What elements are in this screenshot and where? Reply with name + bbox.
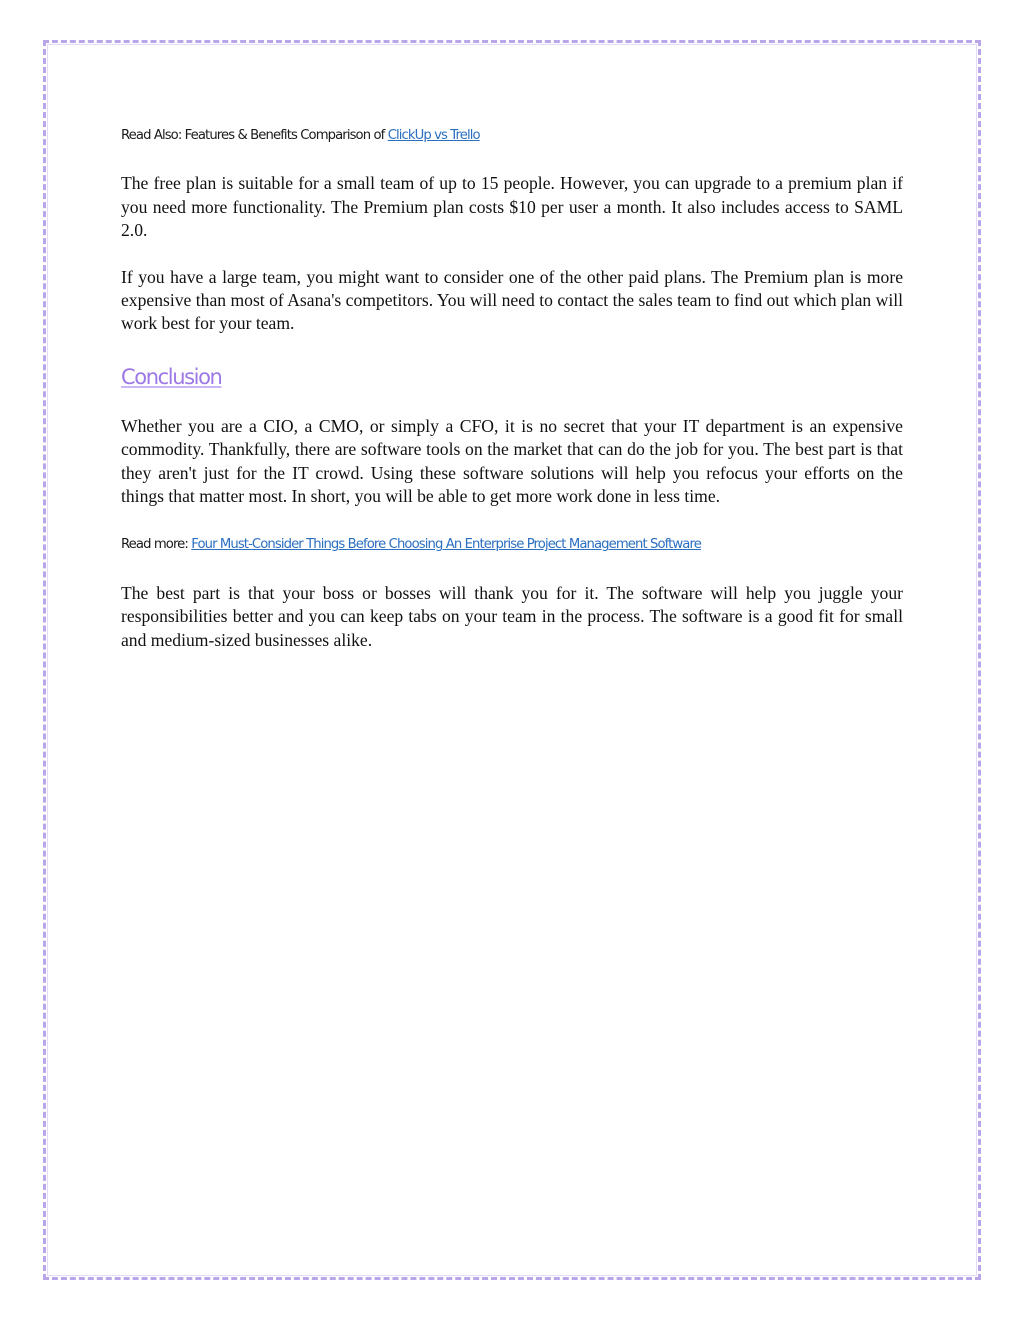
read-more-line [121, 533, 903, 556]
paragraph-closing: The best part is that your boss or bosses will thank you for it. The software will help you juggle your responsibilities better and you can keep tabs on your team in the process. The software is a good fit for small and medium-sized businesses alike. [121, 582, 903, 650]
read-also-label: Read Also: Features & Benefits Comparison of [121, 128, 385, 143]
conclusion-heading: Conclusion [121, 364, 222, 389]
document-body [121, 118, 903, 652]
paragraph-conclusion: Whether you are a CIO, a CMO, or simply a CFO, it is no secret that your IT department is an expensive commodity. Thankfully, there are software tools on the market that can do the job for you. The best part is that they aren't just for the IT crowd. Using these software solutions will help you refocus your efforts on the things that matter most. In short, you will be able to get more work done in less time. [121, 415, 903, 507]
paragraph-large-team: If you have a large team, you might want to consider one of the other paid plans. The Premium plan is more expensive than most of Asana's competitors. You will need to contact the sales team to find out which plan will work best for your team. [121, 266, 903, 334]
read-also-link[interactable]: ClickUp vs Trello [387, 128, 480, 143]
read-more-link[interactable]: Four Must-Consider Things Before Choosing An Enterprise Project Management Software [191, 537, 701, 553]
paragraph-free-plan: The free plan is suitable for a small team of up to 15 people. However, you can upgrade to a premium plan if you need more functionality. The Premium plan costs $10 per user a month. It also includes access to SAML 2.0. [121, 173, 903, 241]
read-also-line [121, 124, 903, 147]
read-more-label: Read more: [121, 537, 188, 553]
